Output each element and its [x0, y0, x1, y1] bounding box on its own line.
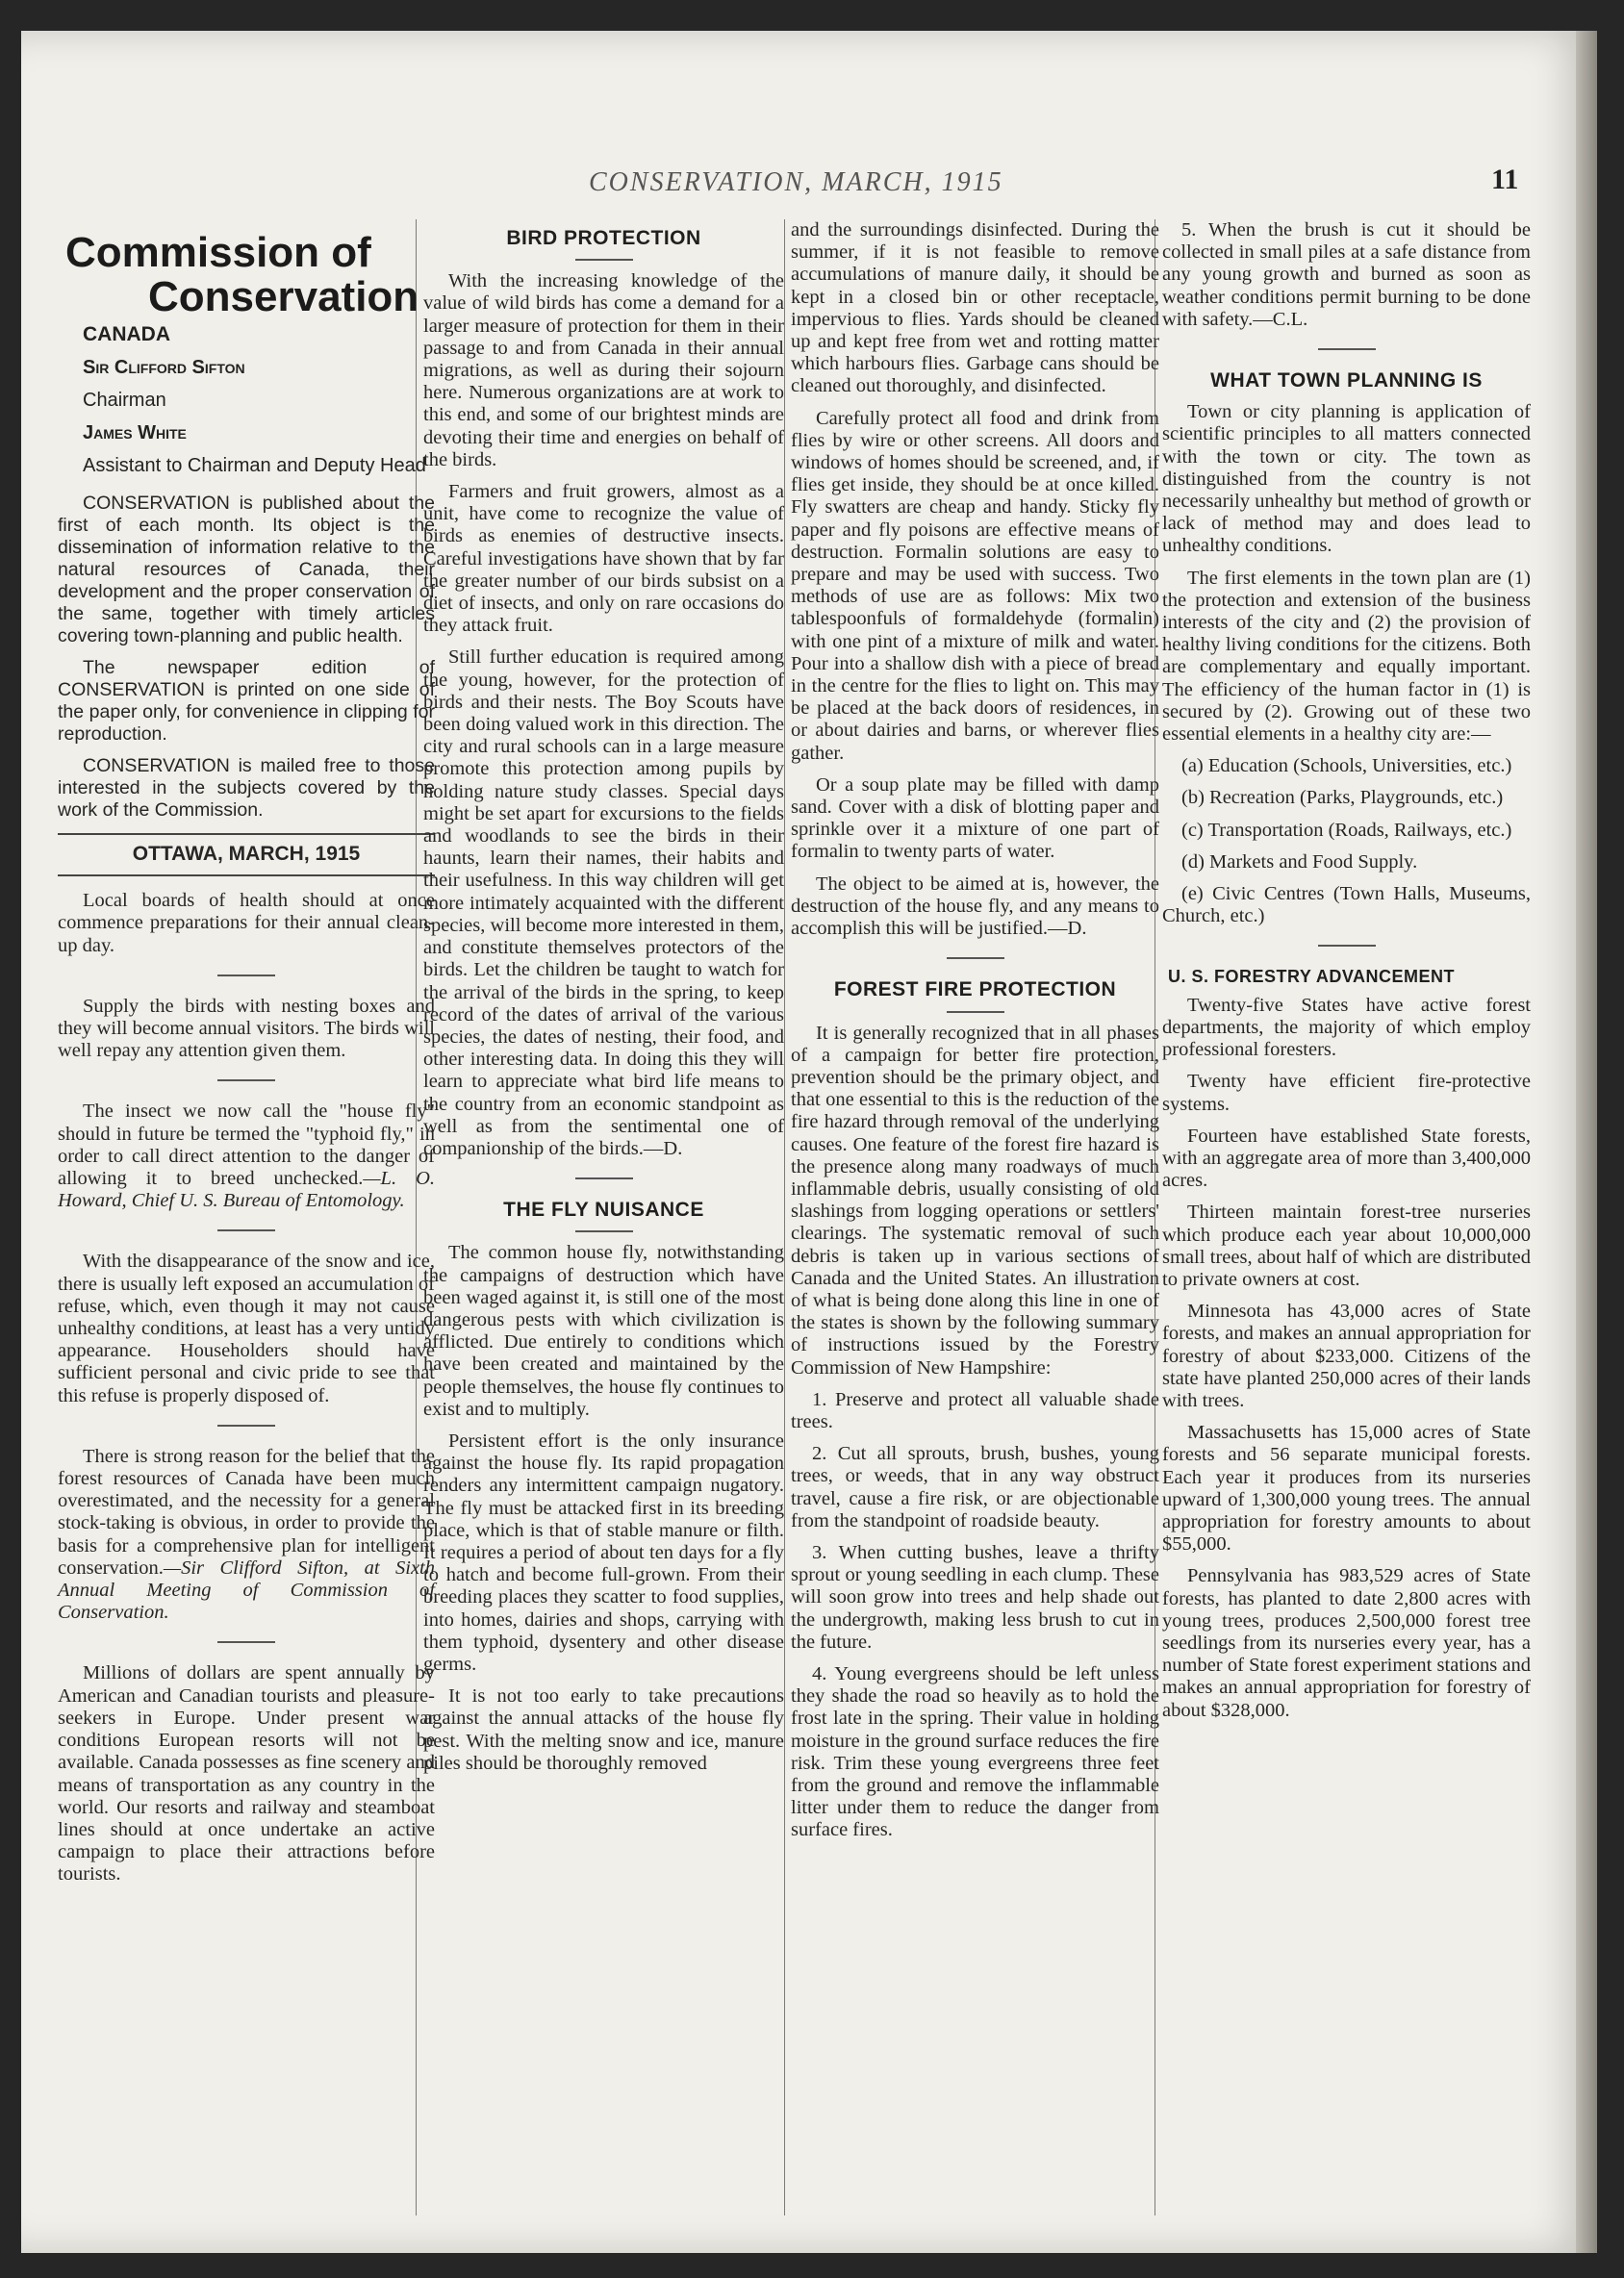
page-edge-shadow	[1576, 31, 1597, 2253]
attribution: —Sir Clifford Sifton, at Sixth Annual Meeting of Commission of Conservation.	[58, 1557, 435, 1624]
fly-paragraph: Or a soup plate may be filled with damp sand. Cover with a disk of blotting paper and sprinkle over it a mixture of one part of formalin to twenty parts of water.	[791, 773, 1159, 863]
town-planning-paragraph: The first elements in the town plan are (1) the protection and extension of the business interests of the city and (2) the provision of healthy living conditions for the citizens. Both are complementary and equally important. The efficiency of the human factor in (1) is secured by (2). Growing out of these two essential elements in a healthy city are:—	[1162, 567, 1531, 746]
column-2	[423, 219, 784, 1784]
masthead-title-line: Commission of	[65, 229, 371, 276]
instruction-item: 1. Preserve and protect all valuable shade trees.	[791, 1388, 1159, 1432]
item-text: Local boards of health should at once commence preparations for their annual clean-up day.	[58, 890, 435, 956]
instruction-item: 2. Cut all sprouts, brush, bushes, young trees, or weeds, that in any way obstruct travel, cause a fire risk, or are objectionable from the standpoint of roadside beauty.	[791, 1443, 1159, 1531]
instruction-list-continued	[1162, 219, 1531, 331]
separator	[217, 1641, 275, 1643]
fly-paragraph-continued: and the surroundings disinfected. During the summer, if it is not feasible to remove accumulations of manure daily, it should be kept in a closed bin or other receptacle, impervious to flies. Yards should be cleaned up and kept free from wet and rotting matter which harbours flies. Garbage cans should be cleaned out thoroughly, and disinfected.	[791, 219, 1159, 397]
separator	[217, 1425, 275, 1427]
masthead-title-line: Conservation	[148, 273, 419, 320]
town-planning-paragraph: Town or city planning is application of scientific principles to all matters connected with the town or city. The town as distinguished from the country is not necessarily unhealthy but method of growth or lack of method may and does lead to unhealthy conditions.	[1162, 401, 1531, 557]
us-forestry-paragraph: Massachusetts has 15,000 acres of State forests and 56 separate municipal forests. Each year it produces from its nurseries upward of 1,300,000 young trees. The annual appropriation for forestry amounts to about $55,000.	[1162, 1422, 1531, 1556]
intro-paragraph: CONSERVATION is mailed free to those interested in the subjects covered by the work of the Commission.	[58, 755, 435, 821]
news-item	[58, 1446, 435, 1625]
page-header	[21, 144, 1597, 202]
news-item	[58, 1662, 435, 1886]
heading-rule	[947, 1011, 1004, 1013]
forest-fire-heading: FOREST FIRE PROTECTION	[833, 978, 1117, 1001]
city-element: (a) Education (Schools, Universities, etc.)	[1181, 755, 1512, 777]
news-item	[58, 1101, 435, 1212]
intro-paragraph: CONSERVATION is published about the first of each month. Its object is the dissemination of information relative to the natural resources of Canada, their development and the proper conservation of the same, together with timely articles covering town-planning and public health.	[58, 493, 435, 646]
city-elements-list	[1162, 755, 1531, 927]
assistant-name: James White	[83, 422, 187, 443]
us-forestry-paragraph: Twenty have efficient fire-protective systems.	[1162, 1071, 1531, 1115]
running-title: CONSERVATION, MARCH, 1915	[589, 167, 1003, 197]
separator	[217, 1079, 275, 1081]
separator	[217, 974, 275, 976]
column-4	[1162, 219, 1531, 1732]
city-element: (b) Recreation (Parks, Playgrounds, etc.)	[1181, 787, 1504, 809]
fly-paragraph: The object to be aimed at is, however, the destruction of the house fly, and any means to accomplish this will be justified.—D.	[791, 873, 1159, 940]
instruction-item: 3. When cutting bushes, leave a thrifty sprout or young seedling in each clump. These will soon grow into trees and help shade out the undergrowth, making less brush to cut in the future.	[791, 1541, 1159, 1653]
item-body: The insect we now call the "house fly" should in future be termed the "typhoid fly," in order to call direct attention to the danger of allowing it to breed unchecked.	[58, 1101, 435, 1190]
masthead-title	[65, 231, 435, 319]
us-forestry-paragraph: Pennsylvania has 983,529 acres of State forests, has planted to date 2,800 acres with young trees, produces 2,500,000 forest tree seedlings from its nurseries every year, has a number of State forest experiment stations and makes an annual appropriation for forestry of about $328,000.	[1162, 1565, 1531, 1721]
separator	[1318, 945, 1376, 947]
masthead-intro	[58, 493, 435, 822]
separator	[1318, 348, 1376, 350]
bird-paragraph: Still further education is required among the young, however, for the protection of birds and their nests. The Boy Scouts have been doing valued work in this direction. The city and rural schools can in a large measure promote this protection among pupils by holding nature study classes. Special days might be set apart for excursions to the fields and woodlands to see the birds in their haunts, learn their names, their habits and their usefulness. In this way children will get more intimately acquainted with the different species, will become more interested in them, and constitute themselves protectors of the birds. Let the children be taught to watch for the arrival of the birds in the spring, to keep record of the dates of arrival of the various species, the dates of nesting, their food, and other interesting data. In doing this they will learn to appreciate what bird life means to the country from an economic standpoint as well as from the sentimental one of companionship of the birds.—D.	[423, 646, 784, 1159]
heading-rule	[575, 1230, 633, 1232]
city-element: (e) Civic Centres (Town Halls, Museums, Church, etc.)	[1162, 883, 1531, 927]
column-1	[58, 219, 435, 1896]
us-forestry-heading: U. S. FORESTRY ADVANCEMENT	[1168, 967, 1456, 987]
separator	[947, 957, 1004, 959]
chairman-title: Chairman	[83, 390, 166, 411]
newspaper-page	[21, 31, 1597, 2253]
city-element: (d) Markets and Food Supply.	[1181, 850, 1418, 873]
assistant-title: Assistant to Chairman and Deputy Head	[83, 455, 426, 476]
bird-paragraph: With the increasing knowledge of the value of wild birds has come a demand for a larger measure of protection for them in their passage to and from Canada in their annual migrations, as well as during their sojourn here. Numerous organizations are at work to this end, and some of our brightest minds are devoting their time and energies on behalf of the birds.	[423, 270, 784, 470]
column-rule	[784, 219, 785, 2215]
page-number: 11	[1491, 164, 1519, 195]
instruction-list	[791, 1389, 1159, 1842]
item-text	[58, 1101, 435, 1212]
instruction-item: 5. When the brush is cut it should be collected in small piles at a safe distance from any young growth and burned as soon as weather conditions permit burning to be done with safety.—C.L.	[1162, 219, 1531, 330]
attribution: —L. O. Howard, Chief U. S. Bureau of Entomology.	[58, 1168, 435, 1212]
item-body: There is strong reason for the belief that the forest resources of Canada have been much overestimated, and the necessity for a general stock-taking is obvious, in order to provide the basis for a comprehensive plan for intelligent conservation.	[58, 1445, 435, 1579]
chairman-name: Sir Clifford Sifton	[83, 357, 245, 378]
column-3	[791, 219, 1159, 1852]
dateline: OTTAWA, MARCH, 1915	[58, 833, 435, 876]
forest-fire-intro: It is generally recognized that in all phases of a campaign for better fire protection, prevention should be the primary object, and that one essential to this is the reduction of the fire hazard through removal of the underlying causes. One feature of the forest fire hazard is the presence along many roadways of much inflammable debris, usually consisting of old slashings from logging operations or settlers' clearings. The systematic removal of such debris is taken up in various sections of Canada and the United States. An illustration of what is being done along this line in one of the states is shown by the following summary of instructions issued by the Forestry Commission of New Hampshire:	[791, 1022, 1159, 1379]
news-item	[58, 890, 435, 957]
us-forestry-paragraph: Thirteen maintain forest-tree nurseries which produce each year about 10,000,000 small trees, about half of which are distributed to private owners at cost.	[1162, 1202, 1531, 1290]
heading-rule	[575, 259, 633, 261]
item-text: Millions of dollars are spent annually by American and Canadian tourists and pleasure-seekers in Europe. Under present war conditions European resorts will not be available. Canada possesses as fine scenery and means of transportation as any country in the world. Our resorts and railway and steamboat lines should at once undertake an active campaign to place their attractions before tourists.	[58, 1662, 435, 1886]
instruction-item: 4. Young evergreens should be left unless they shade the road so heavily as to hold the frost late in the spring. Their value in holding moisture in the ground surface reduces the fire risk. Trim these young evergreens three feet from the ground and remove the inflammable litter under them to reduce the danger from surface fires.	[791, 1662, 1159, 1841]
item-text	[58, 1446, 435, 1625]
bird-protection-heading: BIRD PROTECTION	[506, 227, 701, 249]
fly-paragraph: The common house fly, notwithstanding the campaigns of destruction which have been waged against it, is still one of the most dangerous pests with which civilization is afflicted. Due entirely to conditions which have been created and maintained by the people themselves, the house fly continues to exist and to multiply.	[423, 1242, 784, 1420]
us-forestry-paragraph: Fourteen have established State forests, with an aggregate area of more than 3,400,000 acres.	[1162, 1125, 1531, 1192]
fly-paragraph: Persistent effort is the only insurance against the house fly. Its rapid propagation renders any intermittent campaign nugatory. The fly must be attacked first in its breeding place, which is that of stable manure or filth. It requires a period of about ten days for a fly to hatch and become full-grown. From their breeding places they scatter to food supplies, into homes, dairies and shops, carrying with them typhoid, dysentery and other disease germs.	[423, 1430, 784, 1675]
us-forestry-paragraph: Minnesota has 43,000 acres of State forests, and makes an annual appropriation for forestry of about $233,000. Citizens of the state have planted 250,000 acres of their lands with trees.	[1162, 1301, 1531, 1411]
city-element: (c) Transportation (Roads, Railways, etc.)	[1181, 819, 1512, 841]
intro-paragraph: The newspaper edition of CONSERVATION is printed on one side of the paper only, for convenience in clipping for reproduction.	[58, 657, 435, 745]
separator	[575, 1177, 633, 1179]
news-item	[58, 996, 435, 1063]
us-forestry-paragraph: Twenty-five States have active forest departments, the majority of which employ professional foresters.	[1162, 994, 1531, 1061]
news-item	[58, 1251, 435, 1406]
item-text: With the disappearance of the snow and ice, there is usually left exposed an accumulation of refuse, which, even though it may not cause unhealthy conditions, at least has a very untidy appearance. Householders should have sufficient personal and civic pride to see that this refuse is properly disposed of.	[58, 1251, 435, 1406]
separator	[217, 1229, 275, 1231]
masthead-country: CANADA	[83, 323, 170, 345]
town-planning-heading: WHAT TOWN PLANNING IS	[1210, 369, 1483, 392]
fly-paragraph: It is not too early to take precautions against the annual attacks of the house fly pest. With the melting snow and ice, manure piles should be thoroughly removed	[423, 1685, 784, 1774]
bird-paragraph: Farmers and fruit growers, almost as a unit, have come to recognize the value of birds as enemies of destructive insects. Careful investigations have shown that by far the greater number of our birds subsist on a diet of insects, and only on rare occasions do they attack fruit.	[423, 481, 784, 637]
item-text: Supply the birds with nesting boxes and they will become annual visitors. The birds will well repay any attention given them.	[58, 995, 435, 1062]
fly-nuisance-heading: THE FLY NUISANCE	[503, 1199, 704, 1222]
fly-paragraph: Carefully protect all food and drink from flies by wire or other screens. All doors and windows of homes should be screened, and, if flies get inside, they should be at once killed. Fly swatters are cheap and handy. Sticky fly paper and fly poisons are effective means of destruction. Formalin solutions are easy to prepare and may be used with success. Two methods of use are as follows: Mix two tablespoonfuls of formaldehyde (formalin) with one pint of a mixture of milk and water. Pour into a shallow dish with a piece of bread in the centre for the flies to light on. This may be placed at the back doors of residences, in or about dairies and barns, or wherever flies gather.	[791, 407, 1159, 764]
